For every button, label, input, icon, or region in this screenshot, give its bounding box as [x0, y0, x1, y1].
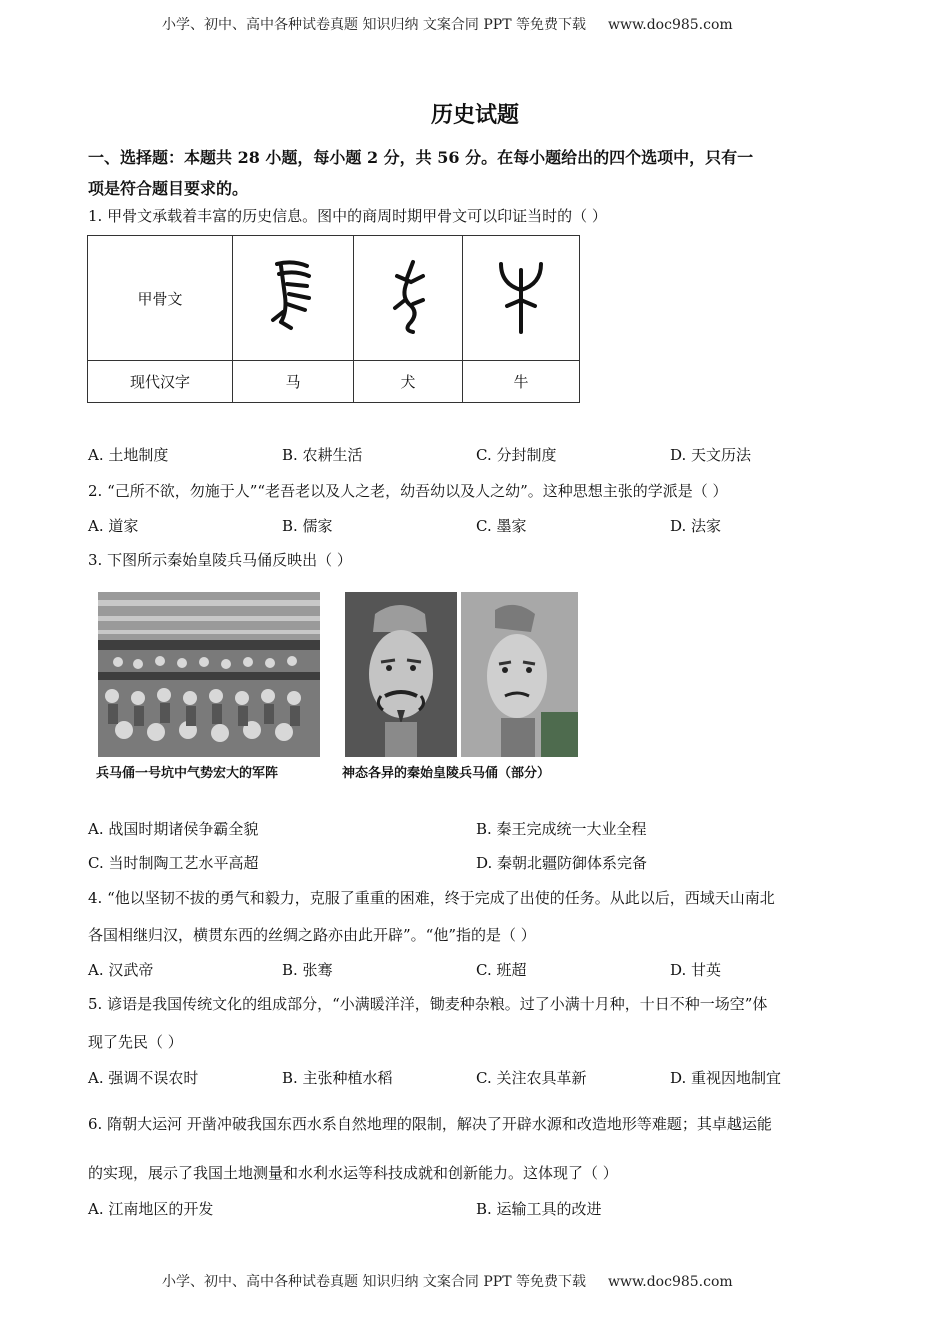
q1-option-a[interactable]: A. 土地制度 [88, 446, 169, 464]
caption-army-formation: 兵马俑一号坑中气势宏大的军阵 [96, 766, 279, 781]
q1-option-d[interactable]: D. 天文历法 [670, 446, 752, 464]
q4-option-b[interactable]: B. 张骞 [282, 961, 333, 979]
dog-glyph-icon [383, 256, 433, 336]
horse-glyph-icon [263, 256, 323, 336]
oracle-glyph-horse [233, 236, 354, 361]
q1-option-b[interactable]: B. 农耕生活 [282, 446, 363, 464]
q4-option-c[interactable]: C. 班超 [476, 961, 527, 979]
page-title: 历史试题 [430, 102, 519, 128]
q5-option-b[interactable]: B. 主张种植水稻 [282, 1069, 393, 1087]
q4-option-d[interactable]: D. 甘英 [670, 961, 722, 979]
q3-option-b[interactable]: B. 秦王完成统一大业全程 [476, 820, 647, 838]
q1-option-c[interactable]: C. 分封制度 [476, 446, 557, 464]
section-heading-line1: 一、选择题：本题共 28 小题，每小题 2 分，共 56 分。在每小题给出的四个选项中，只有一 [88, 148, 754, 167]
q2-option-a[interactable]: A. 道家 [88, 517, 139, 535]
question-5-line2: 现了先民（ ） [88, 1033, 183, 1051]
oracle-glyph-dog [354, 236, 463, 361]
terracotta-army-photo [98, 592, 320, 757]
question-3-stem: 3. 下图所示秦始皇陵兵马俑反映出（ ） [88, 551, 352, 569]
q5-option-a[interactable]: A. 强调不误农时 [88, 1069, 199, 1087]
footer-text: 小学、初中、高中各种试卷真题 知识归纳 文案合同 PPT 等免费下载 [162, 1274, 586, 1290]
modern-char-dog: 犬 [354, 361, 463, 403]
question-5-line1: 5. 谚语是我国传统文化的组成部分，“小满暖洋洋，锄麦种杂粮。过了小满十月种，十日不种一场空”体 [88, 995, 768, 1013]
oracle-row-header: 甲骨文 [88, 236, 233, 361]
section-heading-line2: 项是符合题目要求的。 [88, 179, 249, 198]
terracotta-warriors-faces-photo [345, 592, 578, 757]
header-text: 小学、初中、高中各种试卷真题 知识归纳 文案合同 PPT 等免费下载 [162, 17, 586, 33]
q6-option-b[interactable]: B. 运输工具的改进 [476, 1200, 602, 1218]
q5-option-d[interactable]: D. 重视因地制宜 [670, 1069, 782, 1087]
page-header [162, 14, 733, 34]
q5-option-c[interactable]: C. 关注农具革新 [476, 1069, 587, 1087]
question-6-line2: 的实现，展示了我国土地测量和水利水运等科技成就和创新能力。这体现了（ ） [88, 1164, 618, 1182]
oracle-bone-table [87, 235, 580, 403]
q6-option-a[interactable]: A. 江南地区的开发 [88, 1200, 214, 1218]
modern-char-ox: 牛 [463, 361, 580, 403]
modern-char-horse: 马 [233, 361, 354, 403]
question-1-stem: 1. 甲骨文承载着丰富的历史信息。图中的商周时期甲骨文可以印证当时的（ ） [88, 207, 607, 225]
army-formation-image [98, 592, 320, 757]
oracle-glyph-ox [463, 236, 580, 361]
q3-option-c[interactable]: C. 当时制陶工艺水平高超 [88, 854, 259, 872]
question-2-stem: 2. “己所不欲，勿施于人”“老吾老以及人之老，幼吾幼以及人之幼”。这种思想主张的学派是（ ） [88, 482, 728, 500]
caption-warrior-faces: 神态各异的秦始皇陵兵马俑（部分） [342, 766, 551, 781]
question-4-line2: 各国相继归汉，横贯东西的丝绸之路亦由此开辟”。“他”指的是（ ） [88, 926, 536, 944]
q2-option-c[interactable]: C. 墨家 [476, 517, 527, 535]
q3-option-d[interactable]: D. 秦朝北疆防御体系完备 [476, 854, 648, 872]
q2-option-d[interactable]: D. 法家 [670, 517, 722, 535]
question-4-line1: 4. “他以坚韧不拔的勇气和毅力，克服了重重的困难，终于完成了出使的任务。从此以后，西域天山南北 [88, 889, 775, 907]
ox-glyph-icon [491, 256, 551, 336]
warrior-faces-image [345, 592, 578, 757]
modern-row-header: 现代汉字 [88, 361, 233, 403]
page-footer [162, 1271, 733, 1291]
q3-option-a[interactable]: A. 战国时期诸侯争霸全貌 [88, 820, 259, 838]
q4-option-a[interactable]: A. 汉武帝 [88, 961, 154, 979]
question-6-line1: 6. 隋朝大运河 开凿冲破我国东西水系自然地理的限制，解决了开辟水源和改造地形等难题；其卓越运能 [88, 1115, 772, 1133]
q2-option-b[interactable]: B. 儒家 [282, 517, 333, 535]
header-site-link[interactable]: www.doc985.com [607, 17, 733, 33]
footer-site-link[interactable]: www.doc985.com [607, 1274, 733, 1290]
